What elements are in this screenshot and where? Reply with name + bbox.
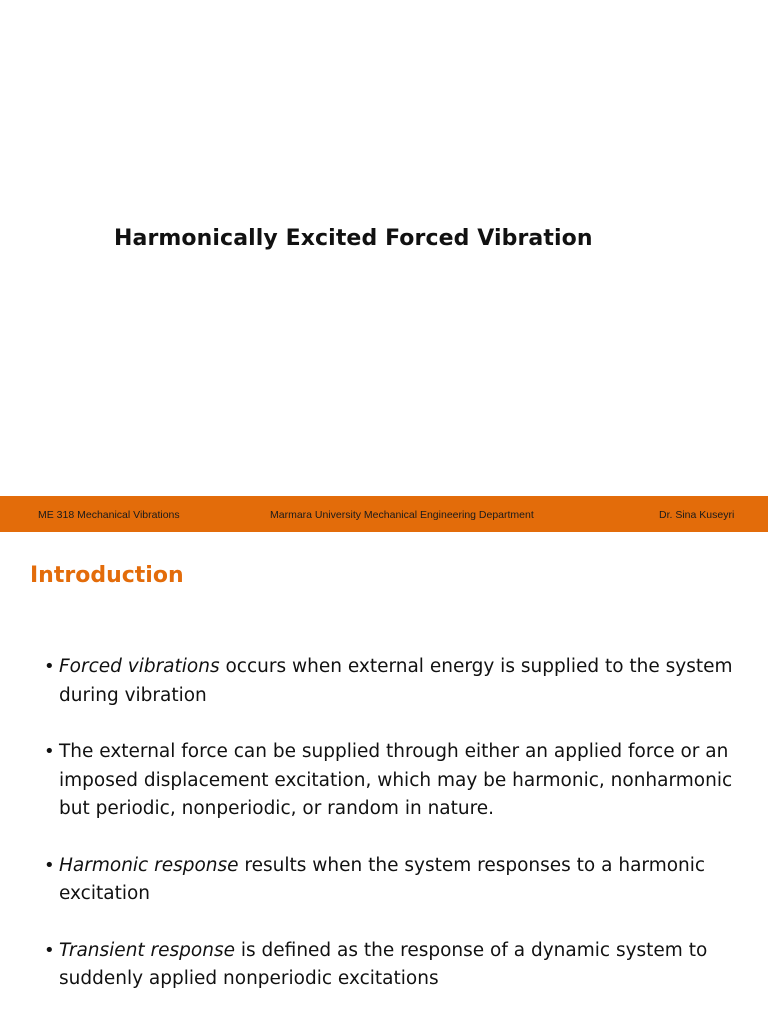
footer-author: Dr. Sina Kuseyri — [659, 509, 735, 521]
bullet-text: The external force can be supplied through either an applied force or an imposed displacement excitation, which may be harmonic, nonharmonic but periodic, nonperiodic, or random in nature. — [59, 741, 733, 819]
bullet-dot-icon: • — [44, 854, 55, 876]
section-heading: Introduction — [30, 563, 184, 588]
bullet-item — [44, 937, 744, 994]
bullet-text: results when the system responses to a harmonic excitation — [59, 854, 706, 904]
title-slide — [0, 0, 768, 496]
footer-course: ME 318 Mechanical Vibrations — [38, 509, 180, 521]
bullet-item — [44, 653, 744, 710]
bullet-dot-icon: • — [44, 939, 55, 961]
slide-title: Harmonically Excited Forced Vibration — [114, 226, 593, 251]
bullet-list — [44, 653, 744, 1022]
bullet-dot-icon: • — [44, 741, 55, 762]
bullet-text: is defined as the response of a dynamic system to suddenly applied nonperiodic excitations — [59, 939, 708, 989]
bullet-term: Forced vibrations — [59, 656, 220, 677]
content-slide — [0, 532, 768, 1024]
bullet-term: Harmonic response — [59, 854, 239, 876]
bullet-dot-icon: • — [44, 656, 55, 677]
bullet-term: Transient response — [59, 939, 235, 961]
bullet-text: occurs when external energy is supplied to the system during vibration — [59, 656, 733, 706]
footer-institution: Marmara University Mechanical Engineering Department — [270, 509, 534, 521]
bullet-item — [44, 738, 744, 824]
bullet-item — [44, 852, 744, 909]
slide-footer — [0, 496, 768, 532]
